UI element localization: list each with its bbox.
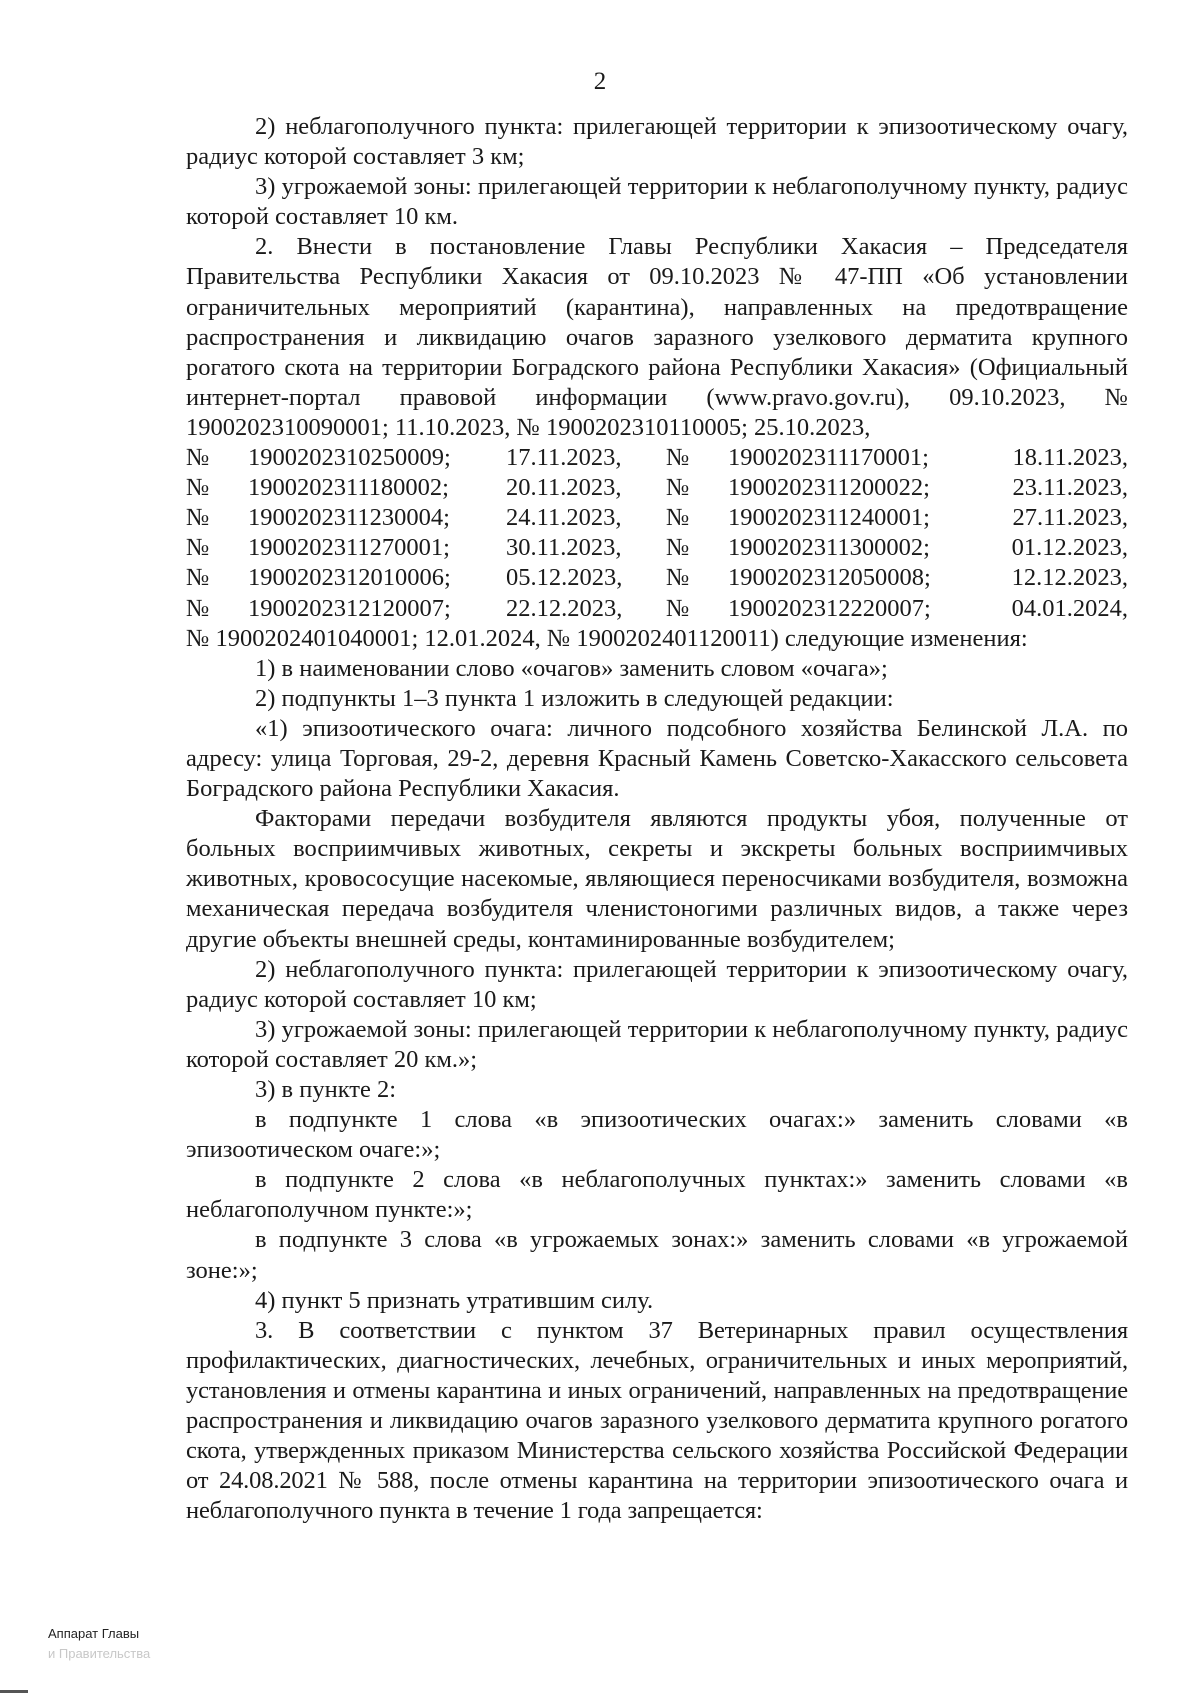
office-stamp [48, 1624, 150, 1664]
table-cell: № [186, 564, 210, 592]
table-cell: № [666, 594, 690, 622]
paragraph: № 1900202401040001; 12.01.2024, № 1900202401120011) следующие изменения: [186, 624, 1028, 652]
page-number: 2 [593, 68, 607, 95]
paragraph: в подпункте 1 слова «в эпизоотических очагах:» заменить словами «в эпизоотическом очаге:»; [186, 1106, 1128, 1164]
stamp-line: Аппарат Главы [48, 1626, 140, 1641]
table-cell: 20.11.2023, [506, 474, 622, 502]
table-cell: 24.11.2023, [506, 504, 622, 532]
table-cell: 1900202311180002; [248, 474, 449, 502]
paragraph: 3) в пункте 2: [255, 1076, 397, 1103]
paragraph: 4) пункт 5 признать утратившим силу. [255, 1286, 654, 1314]
table-cell: 05.12.2023, [506, 564, 623, 592]
table-cell: 22.12.2023, [506, 594, 623, 622]
table-cell: № [666, 534, 690, 562]
table-cell: № [666, 564, 690, 592]
table-cell: № [186, 474, 210, 502]
table-cell: 1900202311270001; [248, 534, 450, 562]
paragraph: 2. Внести в постановление Главы Республики Хакасия – Председателя Правительства Республики Хакасия от 09.10.2023 № 47-ПП «Об установлении ограничительных мероприятий (карантина), направленных на предотвращение распространения и ликвидацию очагов заразного узелкового дерматита крупного рогатого скота на территории Боградского района Республики Хакасия» (Официальный интернет-портал правовой информации (www.pravo.gov.ru), 09.10.2023, № 1900202310090001; 11.10.2023, № 1900202310110005; 25.10.2023, [186, 233, 1128, 441]
table-cell: 17.11.2023, [506, 444, 622, 472]
table-cell: 30.11.2023, [506, 534, 622, 562]
stamp-line: и Правительства [48, 1646, 151, 1661]
paragraph: 3) угрожаемой зоны: прилегающей территории к неблагополучному пункту, радиус которой составляет 20 км.»; [186, 1015, 1128, 1073]
table-cell: 1900202312010006; [248, 564, 451, 592]
table-cell: 04.01.2024, [1011, 594, 1128, 622]
table-cell: 1900202311170001; [728, 444, 929, 472]
table-cell: № [186, 444, 210, 472]
paragraph: 2) неблагополучного пункта: прилегающей территории к эпизоотическому очагу, радиус которой составляет 10 км; [186, 955, 1128, 1013]
paragraph: 3. В соответствии с пунктом 37 Ветеринарных правил осуществления профилактических, диагностических, лечебных, ограничительных и иных мероприятий, установления и отмены карантина и иных ограничений, направленных на предотвращение распространения и ликвидацию очагов заразного узелкового дерматита крупного рогатого скота, утвержденных приказом Министерства сельского хозяйства Российской Федерации от 24.08.2021 № 588, после отмены карантина на территории эпизоотического очага и неблагополучного пункта в течение 1 года запрещается: [186, 1316, 1128, 1525]
registration-numbers-table [186, 443, 1128, 624]
paragraph: 2) подпункты 1–3 пункта 1 изложить в следующей редакции: [255, 684, 894, 712]
scan-edge-mark [0, 1690, 28, 1693]
table-cell: 1900202310250009; [248, 444, 451, 472]
paragraph: 3) угрожаемой зоны: прилегающей территории к неблагополучному пункту, радиус которой составляет 10 км. [186, 173, 1128, 231]
table-cell: № [186, 594, 210, 622]
table-cell: 23.11.2023, [1012, 474, 1128, 502]
paragraph: 1) в наименовании слово «очагов» заменить словом «очага»; [255, 654, 888, 682]
table-cell: № [666, 444, 690, 472]
table-cell: № [666, 504, 690, 532]
table-cell: 1900202312120007; [248, 594, 451, 622]
table-cell: № [186, 534, 210, 562]
paragraph: «1) эпизоотического очага: личного подсобного хозяйства Белинской Л.А. по адресу: улица Торговая, 29-2, деревня Красный Камень Советско-Хакасского сельсовета Боградского района Республики Хакасия. [186, 714, 1128, 803]
paragraph: в подпункте 2 слова «в неблагополучных пунктах:» заменить словами «в неблагополучном пункте:»; [186, 1166, 1128, 1224]
table-cell: 1900202311240001; [728, 504, 930, 532]
paragraph: Факторами передачи возбудителя являются продукты убоя, полученные от больных восприимчивых животных, секреты и экскреты больных восприимчивых животных, кровососущие насекомые, являющиеся переносчиками возбудителя, возможна механическая передача возбудителя членистоногими различных видов, а также через другие объекты внешней среды, контаминированные возбудителем; [186, 805, 1128, 953]
table-cell: 12.12.2023, [1011, 564, 1128, 592]
table-cell: 1900202312220007; [728, 594, 931, 622]
table-cell: 1900202311300002; [728, 534, 930, 562]
table-cell: 27.11.2023, [1012, 504, 1128, 532]
table-cell: № [186, 504, 210, 532]
paragraph: 2) неблагополучного пункта: прилегающей территории к эпизоотическому очагу, радиус которой составляет 3 км; [186, 113, 1128, 171]
table-cell: 1900202312050008; [728, 564, 931, 592]
table-cell: 01.12.2023, [1011, 534, 1128, 562]
table-cell: 18.11.2023, [1012, 444, 1128, 472]
document-body [186, 112, 1128, 1526]
table-cell: 1900202311230004; [248, 504, 450, 532]
table-cell: 1900202311200022; [728, 474, 930, 502]
paragraph: в подпункте 3 слова «в угрожаемых зонах:» заменить словами «в угрожаемой зоне:»; [186, 1226, 1128, 1284]
table-cell: № [666, 474, 690, 502]
